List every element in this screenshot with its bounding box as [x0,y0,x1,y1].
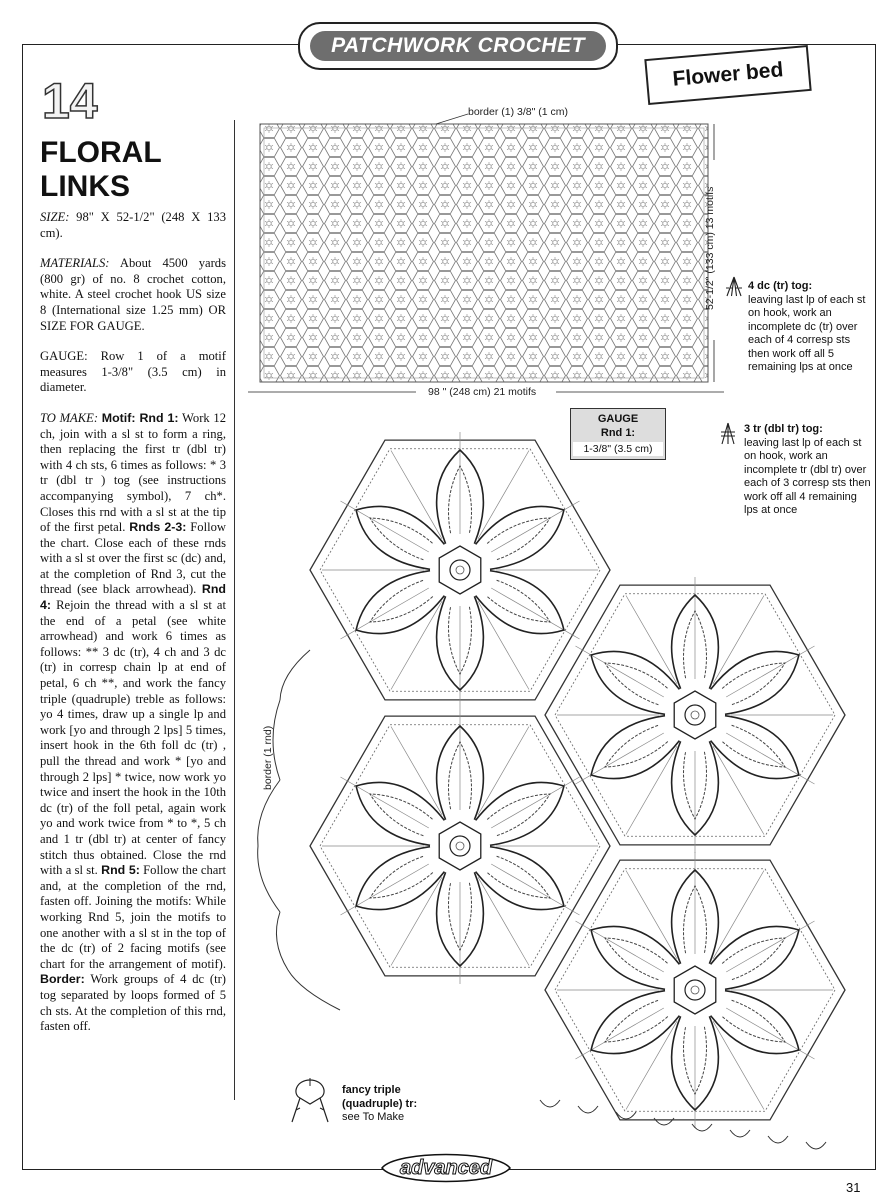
motif-2-spoke [391,726,442,814]
border-rnd-label: border (1 rnd) [262,725,274,790]
motif-1-petal-inner [487,580,550,622]
motif-4-petal-inner [722,938,785,980]
size-paragraph [40,210,226,241]
rnd23-text: Follow the chart. Close each of these rnds with a sl st over the first sc (dc) and, at the completion of Rnd 3, cut the thread (see black arrowhead). [40,520,226,597]
blanket-outline [260,124,708,382]
motif-1-petal [476,506,564,569]
motif-2-petal-inner [487,794,550,836]
column-separator [234,120,235,1100]
border-label: Border: [40,972,85,987]
motif-4-spoke [626,1021,677,1109]
motif-3-spoke [626,595,677,683]
motif-2-spoke [491,777,579,828]
motif-4-center-dot [691,986,699,994]
size-value: 98" X 52-1/2" (248 X 133 cm). [40,210,226,240]
motif-1-petal-inner [487,518,550,560]
motif-3-petal-inner [605,663,668,705]
banner-inner [310,31,606,61]
border-scallop [654,1118,674,1125]
legend-4-dc-tog [748,280,874,375]
motif-2-center-ring [450,836,470,856]
motif-1-spoke [340,588,428,639]
rnd4-text: Rejoin the thread with a sl st at the end of a petal (see white arrowhead) and work 6 times as follows: ** 3 dc (tr), 4 ch and 3 dc (tr) in corresp chain lp at end of petal, 6 ch **, and work the fancy triple (quadruple) treble as follows: yo 4 times, draw up a single lp and work [yo and through 2 lps] 5 times, insert hook in the 6th foll dc (tr) , pull the thread and work * [yo and through 2 lps] * twice, now work yo twice and insert the hook in the 10th dc (tr) of the foll petal, again work yo and work twice from * to *, 5 ch and 1 tr (dbl tr) at center of fancy stitch thus obtained. Close the rnd with a sl st. [40,598,226,878]
motif-3-spoke [726,733,814,784]
banner-text: PATCHWORK CROCHET [331,34,585,57]
motif-1-spoke [340,501,428,552]
border-scallop [273,700,280,780]
motif-1-spoke [478,450,529,538]
motif-1-center-dot [456,566,464,574]
4-dc-tog-symbol [724,276,744,298]
border-text: Work groups of 4 dc (tr) tog separated by loops formed of 5 ch sts. At the completion of this rnd, fasten off. [40,972,227,1034]
title-line-1: FLORAL [40,136,162,169]
gauge-title: GAUGE [597,413,639,425]
motif-1-petal [356,506,444,569]
motif-4-center-ring [685,980,705,1000]
motif-3-petal-inner [605,725,668,767]
border-scallop [276,912,288,970]
motif-4-petal [711,926,799,989]
materials-paragraph [40,256,226,334]
motif-3-spoke [713,746,764,834]
motif-2-petal [476,847,564,910]
border-scallop [806,1142,826,1149]
title-line-2: LINKS [40,170,130,203]
motif-3-petal-inner [722,725,785,767]
rnd5-text: Follow the chart and, at the completion of the rnd, fasten off. Joining the motifs: While working Rnd 5, join the motifs to one another with a sl st in the top of the dc (tr) of 2 facing motifs (see chart for the arrangement of motif). [40,863,227,971]
motif-1-petal [356,571,444,634]
border-scallop [540,1100,560,1107]
rnd5-label: Rnd 5: [101,863,140,878]
size-label: SIZE: [40,210,70,224]
motif-2-petal-inner [487,856,550,898]
motif-2-center-hex [439,822,481,870]
rnd1-text: Work 12 ch, join with a sl st to form a ring, then replacing the first tr (dbl tr) with 4 ch sts, 6 times as follows: * 3 tr (dbl tr ) tog (see instructions accompanying symbol), 7 ch*. Closes this rnd with a sl st at the tip of the first petal. [40,410,227,535]
motif-2-petal [476,782,564,845]
legend-4-dc-tog-title: 4 dc (tr) tog: [748,280,813,292]
motif-2-spoke [391,877,442,965]
motif-label: Motif: Rnd 1: [101,410,179,425]
rnd23-label: Rnds 2-3: [129,520,187,535]
motif-3-petal [591,651,679,714]
flower-bed-text: Flower bed [671,58,785,91]
motif-1-spoke [491,501,579,552]
gauge-size: 1-3/8" (3.5 cm) [573,442,663,456]
motif-3-center-dot [691,711,699,719]
width-label: 98 " (248 cm) 21 motifs [428,386,537,398]
motif-3-spoke [575,646,663,697]
motif-4-spoke [713,870,764,958]
pattern-title [40,136,240,204]
motif-3-petal [711,716,799,779]
border-pointer [436,114,468,124]
motif-2-petal-inner [370,794,433,836]
legend-4-dc-tog-text: leaving last lp of each st on hook, work an incomplete dc (tr) over each of 4 corresp sts then work off all 5 remaining lps at once [748,293,866,373]
motif-4-spoke [713,1021,764,1109]
motif-1-center-hex [439,546,481,594]
rnd4-label: Rnd 4: [40,582,226,613]
motifs-layer [258,432,845,1149]
motif-4-petal [711,991,799,1054]
motif-2-spoke [478,877,529,965]
motif-3-spoke [726,646,814,697]
motif-1-spoke [391,450,442,538]
border-scallop [280,650,310,700]
motif-2-petal [356,847,444,910]
motif-4-spoke [575,1008,663,1059]
motif-1-petal-inner [370,518,433,560]
motif-3-center-ring [685,705,705,725]
to-make-paragraph [40,411,226,1035]
motif-chart [240,400,880,1160]
border-scallop [768,1136,788,1143]
gauge-paragraph: GAUGE: Row 1 of a motif measures 1-3/8" (3.5 cm) in diameter. [40,349,226,395]
height-label: 52-1/2" (133 cm) 13 motifs [704,186,716,310]
gauge-rnd: Rnd 1: [600,427,636,439]
motif-4-petal-inner [605,938,668,980]
motif-4-petal-inner [722,1000,785,1042]
motif-3-spoke [626,746,677,834]
motif-4-center-hex [674,966,716,1014]
motif-3-spoke [713,595,764,683]
legend-3-tr-tog-title: 3 tr (dbl tr) tog: [744,423,823,435]
border-scallop [578,1106,598,1113]
motif-4-spoke [575,921,663,972]
motif-3-petal [591,716,679,779]
motif-3-center-hex [674,691,716,739]
motif-2-spoke [340,864,428,915]
motif-3-spoke [575,733,663,784]
materials-label: MATERIALS: [40,256,110,271]
motif-4-spoke [726,1008,814,1059]
border-label: border (1) 3/8" (1 cm) [468,106,569,118]
motif-2-spoke [340,777,428,828]
legend-fancy-treble-text: see To Make [342,1111,405,1123]
legend-3-tr-tog-text: leaving last lp of each st on hook, work an incomplete tr (dbl tr) over each of 3 corresp sts then work off all 4 remaining lps at once [744,436,871,516]
motif-2-petal [356,782,444,845]
difficulty-badge [376,1148,516,1188]
motif-4-petal-inner [605,1000,668,1042]
motif-1-spoke [478,601,529,689]
motif-1-spoke [391,601,442,689]
motif-3-petal [711,651,799,714]
page-number: 31 [846,1180,861,1195]
motif-3-petal-inner [722,663,785,705]
motif-1-petal-inner [370,580,433,622]
section-banner [298,22,618,70]
materials-value: About 4500 yards (800 gr) of no. 8 crochet cotton, white. A steel crochet hook US size 8 (International size 1.25 mm) OR SIZE FOR GAUGE. [40,256,226,333]
border-scallop [258,846,280,912]
motif-1-petal [476,571,564,634]
motif-1-center-ring [450,560,470,580]
to-make-label: TO MAKE: [40,410,99,425]
motif-2-petal-inner [370,856,433,898]
motif-2-center-dot [456,842,464,850]
motif-4-petal [591,991,679,1054]
motif-4-spoke [726,921,814,972]
motif-1-spoke [491,588,579,639]
pattern-number: 14 [42,73,98,129]
border-scallop [288,970,340,1010]
border-scallop [730,1130,750,1137]
difficulty-text: advanced [399,1156,493,1179]
motif-2-spoke [478,726,529,814]
motif-4-spoke [626,870,677,958]
legend-fancy-treble-title: fancy triple (quadruple) tr: [342,1084,418,1110]
instructions-text [40,210,226,1035]
motif-2-spoke [491,864,579,915]
motif-4-petal [591,926,679,989]
assembly-diagram [236,100,736,410]
